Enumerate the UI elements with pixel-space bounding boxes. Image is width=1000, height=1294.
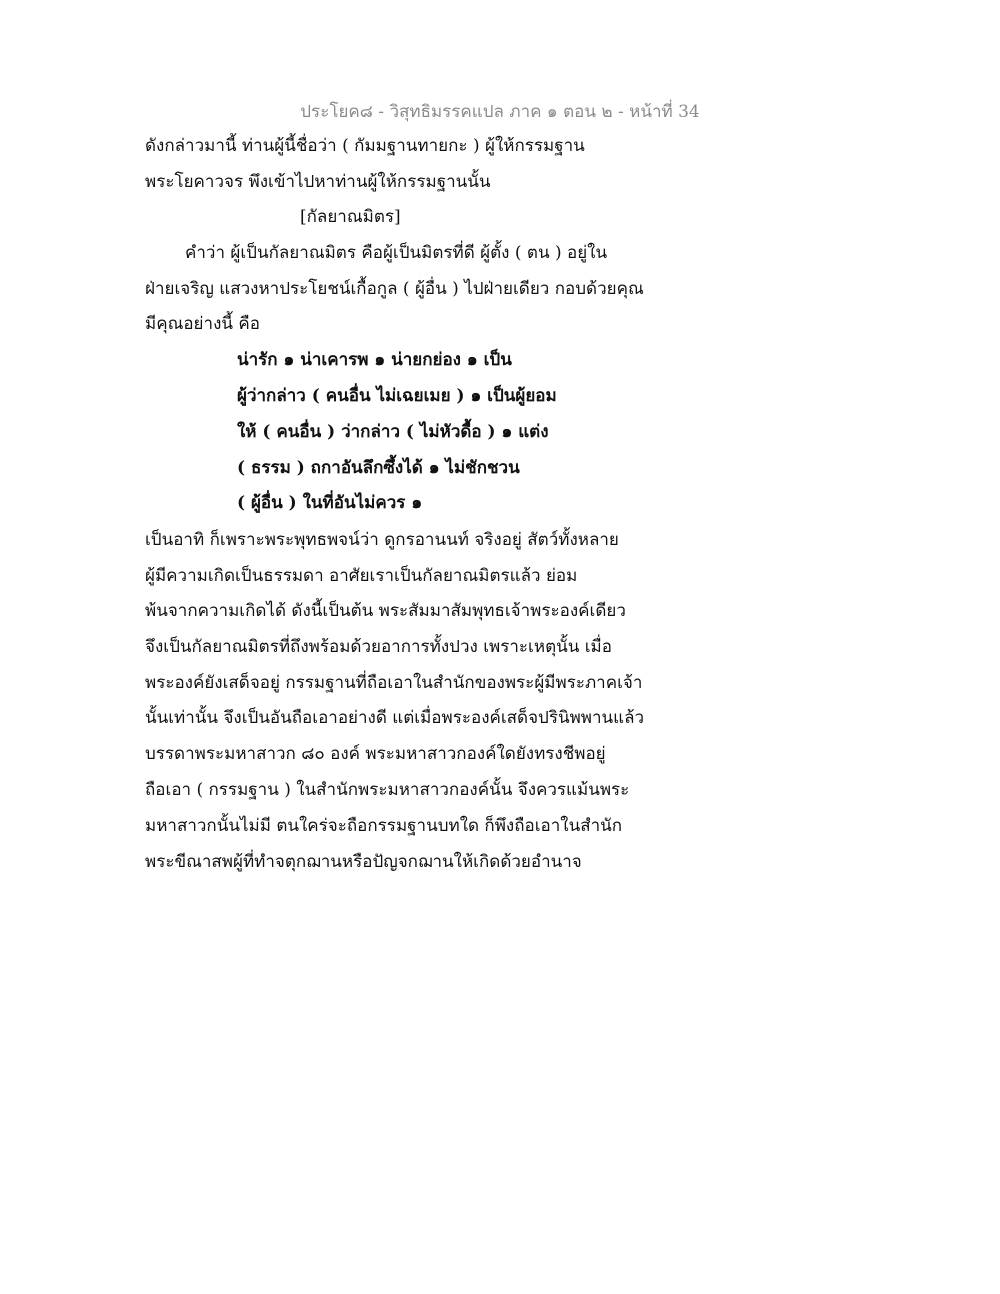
text-line: ฝ่ายเจริญ แสวงหาประโยชน์เกื้อกูล ( ผู้อื่น ) ไปฝ่ายเดียว กอบด้วยคุณ (145, 279, 644, 299)
text-line: คำว่า ผู้เป็นกัลยาณมิตร คือผู้เป็นมิตรที่ดี ผู้ตั้ง ( ตน ) อยู่ใน (185, 243, 608, 263)
text-line: ถือเอา ( กรรมฐาน ) ในสำนักพระมหาสาวกองค์นั้น จึงควรแม้นพระ (145, 780, 630, 800)
quote-line: ( ธรรม ) ถกาอันลึกซึ้งได้ ๑ ไม่ชักชวน (237, 458, 520, 478)
text-line: พระขีณาสพผู้ที่ทำจตุกฌานหรือปัญจกฌานให้เกิดด้วยอำนาจ (145, 852, 582, 872)
text-line: พระโยคาวจร พึงเข้าไปหาท่านผู้ให้กรรมฐานนั้น (145, 172, 491, 192)
text-line: จึงเป็นกัลยาณมิตรที่ถึงพร้อมด้วยอาการทั้งปวง เพราะเหตุนั้น เมื่อ (145, 637, 612, 657)
text-line: พ้นจากความเกิดได้ ดังนี้เป็นต้น พระสัมมาสัมพุทธเจ้าพระองค์เดียว (145, 601, 626, 621)
text-line: นั้นเท่านั้น จึงเป็นอันถือเอาอย่างดี แต่เมื่อพระองค์เสด็จปรินิพพานแล้ว (145, 708, 645, 728)
quote-line: ผู้ว่ากล่าว ( คนอื่น ไม่เฉยเมย ) ๑ เป็นผู้ยอม (237, 386, 557, 406)
text-line: ดังกล่าวมานี้ ท่านผู้นี้ชื่อว่า ( กัมมฐานทายกะ ) ผู้ให้กรรมฐาน (145, 136, 585, 156)
text-line: มีคุณอย่างนี้ คือ (145, 314, 260, 334)
text-line: ผู้มีความเกิดเป็นธรรมดา อาศัยเราเป็นกัลยาณมิตรแล้ว ย่อม (145, 566, 578, 586)
page-header: ประโยค๘ - วิสุทธิมรรคแปล ภาค ๑ ตอน ๒ - หน้าที่ 34 (300, 102, 700, 122)
quote-line: ( ผู้อื่น ) ในที่อันไม่ควร ๑ (237, 493, 423, 513)
text-line: บรรดาพระมหาสาวก ๘๐ องค์ พระมหาสาวกองค์ใดยังทรงชีพอยู่ (145, 744, 606, 764)
section-heading: [กัลยาณมิตร] (300, 207, 401, 227)
quote-line: ให้ ( คนอื่น ) ว่ากล่าว ( ไม่หัวดื้อ ) ๑ แต่ง (237, 422, 549, 442)
quote-line: น่ารัก ๑ น่าเคารพ ๑ น่ายกย่อง ๑ เป็น (237, 350, 512, 370)
text-line: พระองค์ยังเสด็จอยู่ กรรมฐานที่ถือเอาในสำนักของพระผู้มีพระภาคเจ้า (145, 673, 643, 693)
text-line: เป็นอาทิ ก็เพราะพระพุทธพจน์ว่า ดูกรอานนท์ จริงอยู่ สัตว์ทั้งหลาย (145, 530, 619, 550)
text-line: มหาสาวกนั้นไม่มี ตนใคร่จะถือกรรมฐานบทใด ก็พึงถือเอาในสำนัก (145, 816, 623, 836)
